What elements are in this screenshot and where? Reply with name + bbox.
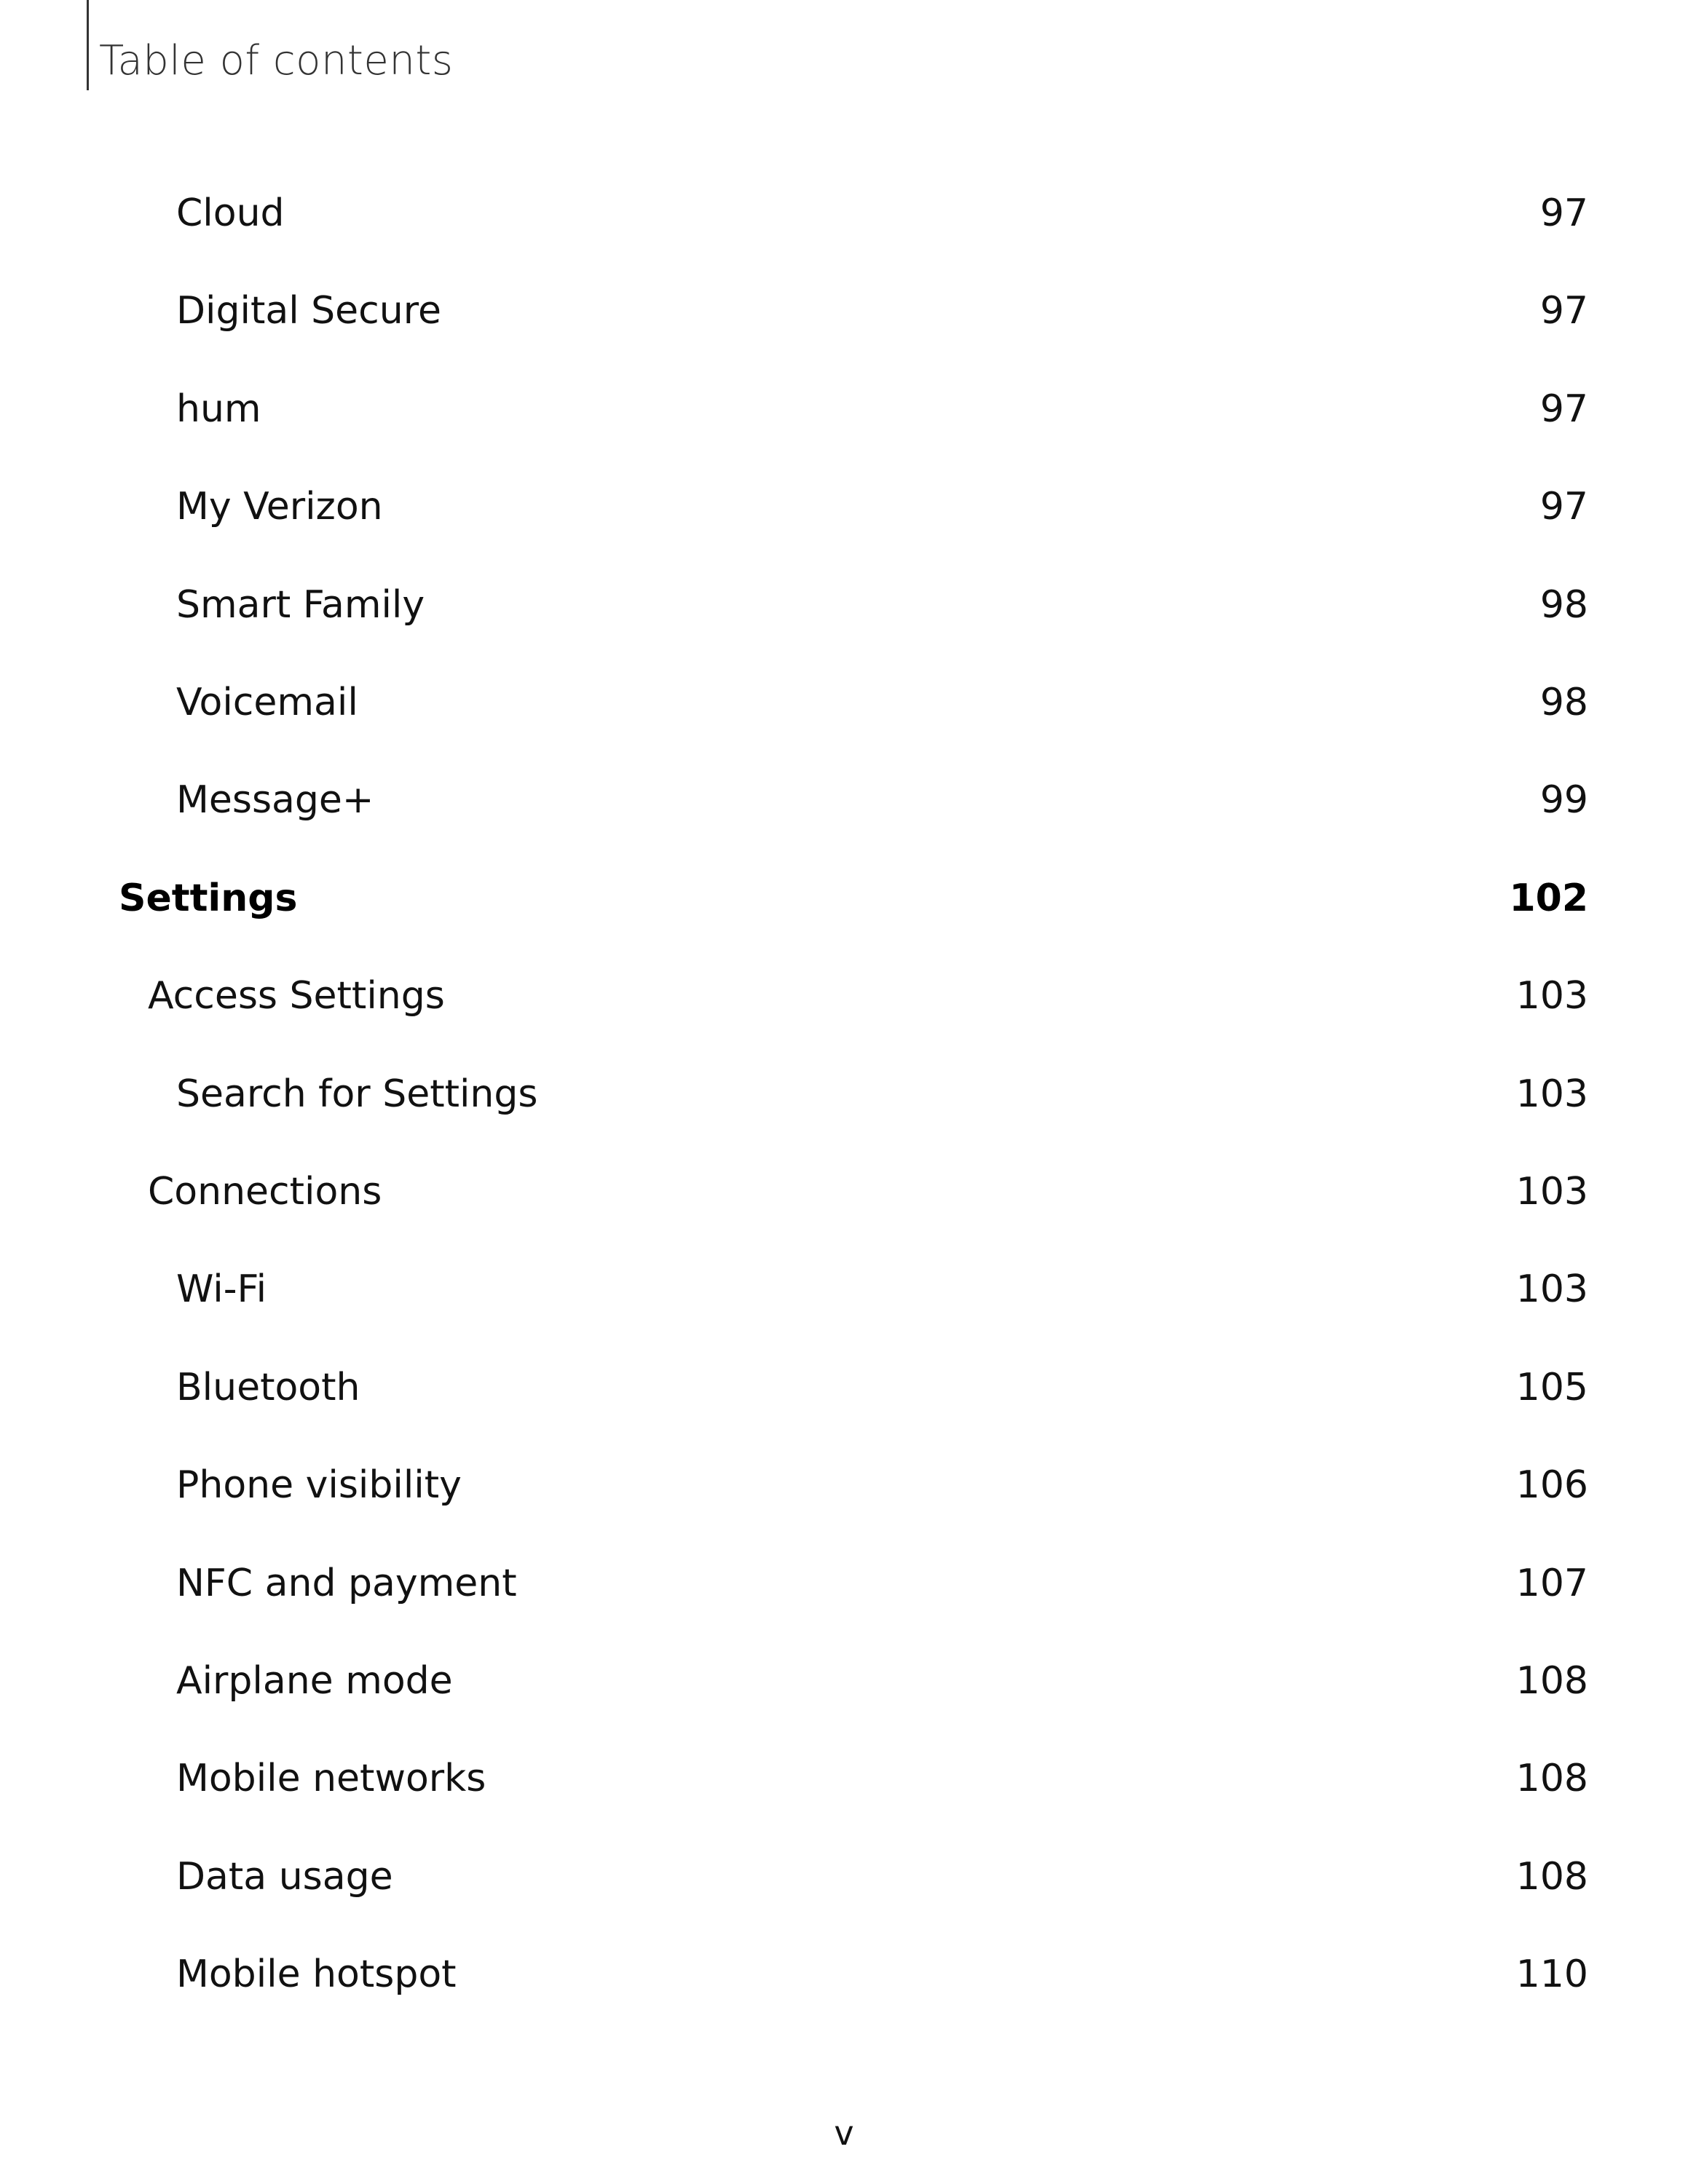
toc-entry-page: 97 <box>1539 387 1588 431</box>
toc-entry[interactable] <box>0 862 1688 935</box>
toc-entry-label: Phone visibility <box>176 1463 462 1507</box>
page-number: v <box>834 2113 854 2153</box>
toc-entry-page: 98 <box>1539 583 1588 627</box>
toc-entry-label: Digital Secure <box>176 289 441 333</box>
toc-entry-label: NFC and payment <box>176 1562 517 1605</box>
toc-entry-label: Settings <box>119 877 298 920</box>
toc-entry-page: 97 <box>1539 191 1588 235</box>
toc-entry[interactable] <box>0 1351 1688 1424</box>
toc-entry[interactable] <box>0 764 1688 836</box>
toc-entry-page: 97 <box>1539 485 1588 529</box>
toc-entry[interactable] <box>0 1645 1688 1717</box>
toc-entry-label: Voicemail <box>176 681 358 724</box>
toc-entry-page: 105 <box>1515 1366 1588 1409</box>
toc-entry-label: Search for Settings <box>176 1072 538 1116</box>
toc-entry-label: My Verizon <box>176 485 383 529</box>
toc-entry-page: 103 <box>1515 1170 1588 1214</box>
toc-entry-label: Mobile hotspot <box>176 1952 457 1996</box>
toc-entry-page: 102 <box>1509 877 1588 920</box>
toc-entry[interactable] <box>0 470 1688 543</box>
toc-entry-label: Cloud <box>176 191 285 235</box>
toc-entry[interactable] <box>0 373 1688 446</box>
toc-entry[interactable] <box>0 1449 1688 1522</box>
toc-entry-label: Message+ <box>176 778 374 822</box>
toc-entry[interactable] <box>0 1938 1688 2011</box>
toc-entry-page: 107 <box>1515 1562 1588 1605</box>
toc-entry-page: 97 <box>1539 289 1588 333</box>
toc-entry-label: Smart Family <box>176 583 425 627</box>
toc-entry-page: 110 <box>1515 1952 1588 1996</box>
toc-entry[interactable] <box>0 1547 1688 1620</box>
toc-entry-label: Connections <box>148 1170 382 1214</box>
toc-entry-page: 103 <box>1515 974 1588 1018</box>
toc-entry[interactable] <box>0 960 1688 1032</box>
toc-entry[interactable] <box>0 177 1688 250</box>
toc-entry-label: Access Settings <box>148 974 445 1018</box>
toc-entry-label: hum <box>176 387 261 431</box>
toc-entry-page: 108 <box>1515 1757 1588 1800</box>
toc-entry-label: Mobile networks <box>176 1757 486 1800</box>
toc-entry-page: 98 <box>1539 681 1588 724</box>
toc-entry-page: 99 <box>1539 778 1588 822</box>
toc-entry-page: 106 <box>1515 1463 1588 1507</box>
toc-entry-label: Bluetooth <box>176 1366 360 1409</box>
toc-entry-label: Airplane mode <box>176 1659 453 1703</box>
toc-entry[interactable] <box>0 1840 1688 1913</box>
toc-entry-label: Data usage <box>176 1855 393 1899</box>
toc-entry[interactable] <box>0 1155 1688 1228</box>
toc-entry[interactable] <box>0 1742 1688 1815</box>
toc-entry-label: Wi-Fi <box>176 1267 267 1311</box>
toc-entry-page: 108 <box>1515 1855 1588 1899</box>
toc-entry[interactable] <box>0 666 1688 739</box>
toc-entry-page: 103 <box>1515 1267 1588 1311</box>
toc-entry-page: 108 <box>1515 1659 1588 1703</box>
toc-entry[interactable] <box>0 1058 1688 1131</box>
toc-entry[interactable] <box>0 569 1688 641</box>
toc-entry[interactable] <box>0 1253 1688 1326</box>
page-title: Table of contents <box>99 37 454 84</box>
toc-entry[interactable] <box>0 274 1688 347</box>
toc-entry-page: 103 <box>1515 1072 1588 1116</box>
